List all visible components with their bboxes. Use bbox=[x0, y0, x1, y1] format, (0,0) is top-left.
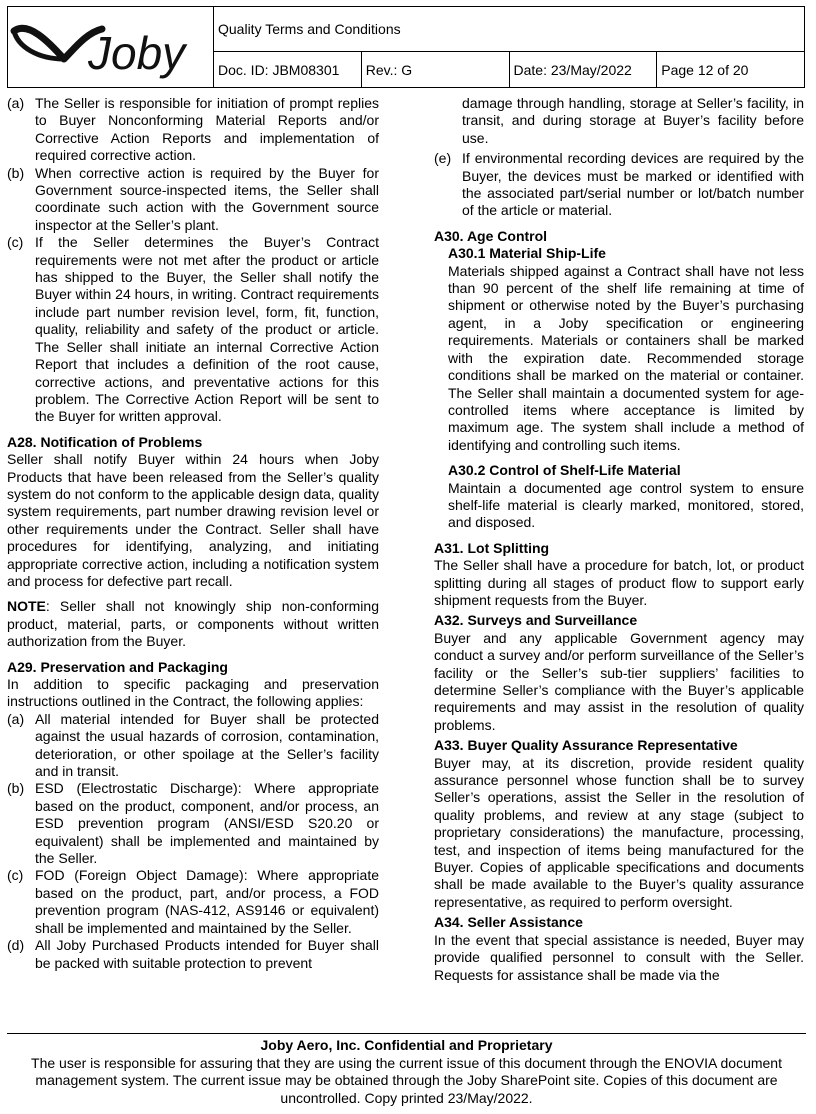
document-footer bbox=[7, 1033, 806, 1107]
doc-id: Doc. ID: JBM08301 bbox=[214, 52, 362, 88]
section-text-a28: Seller shall notify Buyer within 24 hours when Joby Products that have been released from the Seller’s quality system do not conform to the applicable design data, quality system requirements, part number drawing revision level or other requirements under the Contract. Seller shall have procedures for identifying, analyzing, and initiating appropriate corrective action, including a notification system and process for defective part recall. bbox=[7, 451, 379, 589]
document-date: Date: 23/May/2022 bbox=[509, 52, 657, 88]
section-text-a34: In the event that special assistance is needed, Buyer may provide qualified personnel to consult with the Seller. Requests for assistance shall be made via the bbox=[434, 931, 804, 983]
list-item bbox=[7, 234, 379, 425]
document-header bbox=[7, 6, 805, 83]
item-text: If the Seller determines the Buyer’s Contract requirements were not met after the product or article has shipped to the Buyer, the Seller shall notify the Buyer within 24 hours, in writing. Contract requirements include part number revision level, form, fit, function, quality, reliability and safety of the product or article. The Seller shall initiate an internal Corrective Action Report that includes a definition of the root cause, corrective actions, and preventative actions for this problem. The Corrective Action Report will be sent to the Buyer for written approval. bbox=[35, 234, 379, 425]
footer-notice: The user is responsible for assuring that they are using the current issue of this document through the ENOVIA document management system. The current issue may be obtained through the Joby SharePoint site. Copies of this document are uncontrolled. Copy printed 23/May/2022. bbox=[31, 1054, 782, 1106]
revision: Rev.: G bbox=[361, 52, 509, 88]
item-text: All Joby Purchased Products intended for Buyer shall be packed with suitable protection to prevent bbox=[35, 937, 379, 971]
item-text: All material intended for Buyer shall be protected against the usual hazards of corrosion, contamination, deterioration, or other spoilage at the Seller’s facility and in transit. bbox=[35, 710, 379, 780]
item-d-continued: damage through handling, storage at Seller’s facility, in transit, and during storage at Buyer’s facility before use. bbox=[462, 95, 804, 146]
subsection-text-a30-2: Maintain a documented age control system to ensure shelf-life material is clearly marked, monitored, stored, and disposed. bbox=[448, 479, 804, 531]
section-heading-a29: A29. Preservation and Packaging bbox=[7, 658, 228, 675]
joby-logo-icon bbox=[8, 7, 213, 84]
section-text-a31: The Seller shall have a procedure for batch, lot, or product splitting during all stages of product flow to support early shipment requests from the Buyer. bbox=[434, 557, 804, 608]
document-title: Quality Terms and Conditions bbox=[214, 7, 805, 52]
section-heading-a30: A30. Age Control bbox=[434, 227, 548, 244]
list-item bbox=[7, 95, 379, 165]
item-text: The Seller is responsible for initiation of prompt replies to Buyer Nonconforming Material Reports and/or Corrective Action Reports and implementation of required corrective action. bbox=[35, 95, 379, 164]
item-text: FOD (Foreign Object Damage): Where appropriate based on the product, part, and/or process, a FOD prevention program (NAS-412, AS9146 or equivalent) shall be implemented and maintained by the Seller. bbox=[35, 867, 379, 936]
section-text-a29: In addition to specific packaging and preservation instructions outlined in the Contract, the following applies: bbox=[7, 676, 379, 710]
item-label: (c) bbox=[7, 867, 24, 884]
item-label: (a) bbox=[7, 710, 25, 727]
list-item bbox=[7, 937, 379, 972]
subsection-text-a30-1: Materials shipped against a Contract shall have not less than 90 percent of the shelf life remaining at time of shipment or otherwise noted by the Buyer’s purchasing agent, in a Joby specification or engineering requirements. Materials or containers shall be marked with the expiration date. Recommended storage conditions shall be marked on the material or container. The Seller shall maintain a documented system for age-controlled items where acceptance is limited by maximum age. The system shall include a method of identifying and controlling such items. bbox=[448, 262, 804, 453]
document-body bbox=[7, 95, 806, 1027]
section-heading-a32: A32. Surveys and Surveillance bbox=[434, 612, 638, 629]
list-item bbox=[7, 780, 379, 867]
item-text: If environmental recording devices are required by the Buyer, the devices must be marked or identified with the associated part/serial number or lot/batch number of the article or material. bbox=[462, 150, 804, 219]
list-item bbox=[7, 711, 379, 781]
item-label: (e) bbox=[434, 150, 452, 167]
logo-cell bbox=[8, 7, 214, 88]
section-heading-a31: A31. Lot Splitting bbox=[434, 539, 550, 556]
left-column bbox=[7, 95, 379, 972]
section-text-a33: Buyer may, at its discretion, provide resident quality assurance personnel whose function shall be to survey Seller’s operations, assist the Seller in the resolution of quality problems, and review at any stage (subject to proprietary considerations) the manufacture, processing, test, and inspection of items being manufactured for the Buyer. Copies of applicable specifications and documents shall be made available to the Buyer’s quality assurance representative, as required to perform oversight. bbox=[434, 754, 804, 910]
section-text-a32: Buyer and any applicable Government agency may conduct a survey and/or perform surveillance of the Seller’s facility or the Seller’s sub-tier suppliers’ facilities to determine Seller’s compliance with the Buyer’s applicable requirements and may assist in the resolution of quality problems. bbox=[434, 629, 804, 733]
page-number: Page 12 of 20 bbox=[657, 52, 805, 88]
item-label: (d) bbox=[7, 937, 25, 954]
item-text: ESD (Electrostatic Discharge): Where appropriate based on the product, component, and/or process, an ESD prevention program (ANSI/ESD S20.20 or equivalent) shall be implemented and maintained by the Seller. bbox=[35, 780, 379, 867]
right-column bbox=[434, 95, 804, 984]
note-paragraph bbox=[7, 598, 379, 650]
note-text: : Seller shall not knowingly ship non-conforming product, material, parts, or components without written authorization from the Buyer. bbox=[7, 598, 379, 650]
item-label: (b) bbox=[7, 164, 25, 181]
subsection-heading-a30-1: A30.1 Material Ship-Life bbox=[448, 245, 606, 262]
note-label: NOTE bbox=[7, 598, 46, 615]
section-heading-a33: A33. Buyer Quality Assurance Representative bbox=[434, 737, 738, 754]
item-label: (b) bbox=[7, 780, 25, 797]
item-label: (c) bbox=[7, 234, 24, 251]
logo-text: Joby bbox=[88, 27, 186, 79]
item-label: (a) bbox=[7, 95, 25, 111]
list-item bbox=[7, 165, 379, 235]
section-heading-a34: A34. Seller Assistance bbox=[434, 914, 583, 931]
section-heading-a28: A28. Notification of Problems bbox=[7, 433, 203, 450]
item-text: When corrective action is required by the Buyer for Government source-inspected items, the Seller shall coordinate such action with the Government source inspector at the Seller’s plant. bbox=[35, 164, 379, 233]
footer-company: Joby Aero, Inc. Confidential and Proprietary bbox=[260, 1037, 553, 1053]
list-item bbox=[434, 150, 804, 220]
list-item bbox=[7, 867, 379, 937]
subsection-heading-a30-2: A30.2 Control of Shelf-Life Material bbox=[448, 462, 681, 479]
